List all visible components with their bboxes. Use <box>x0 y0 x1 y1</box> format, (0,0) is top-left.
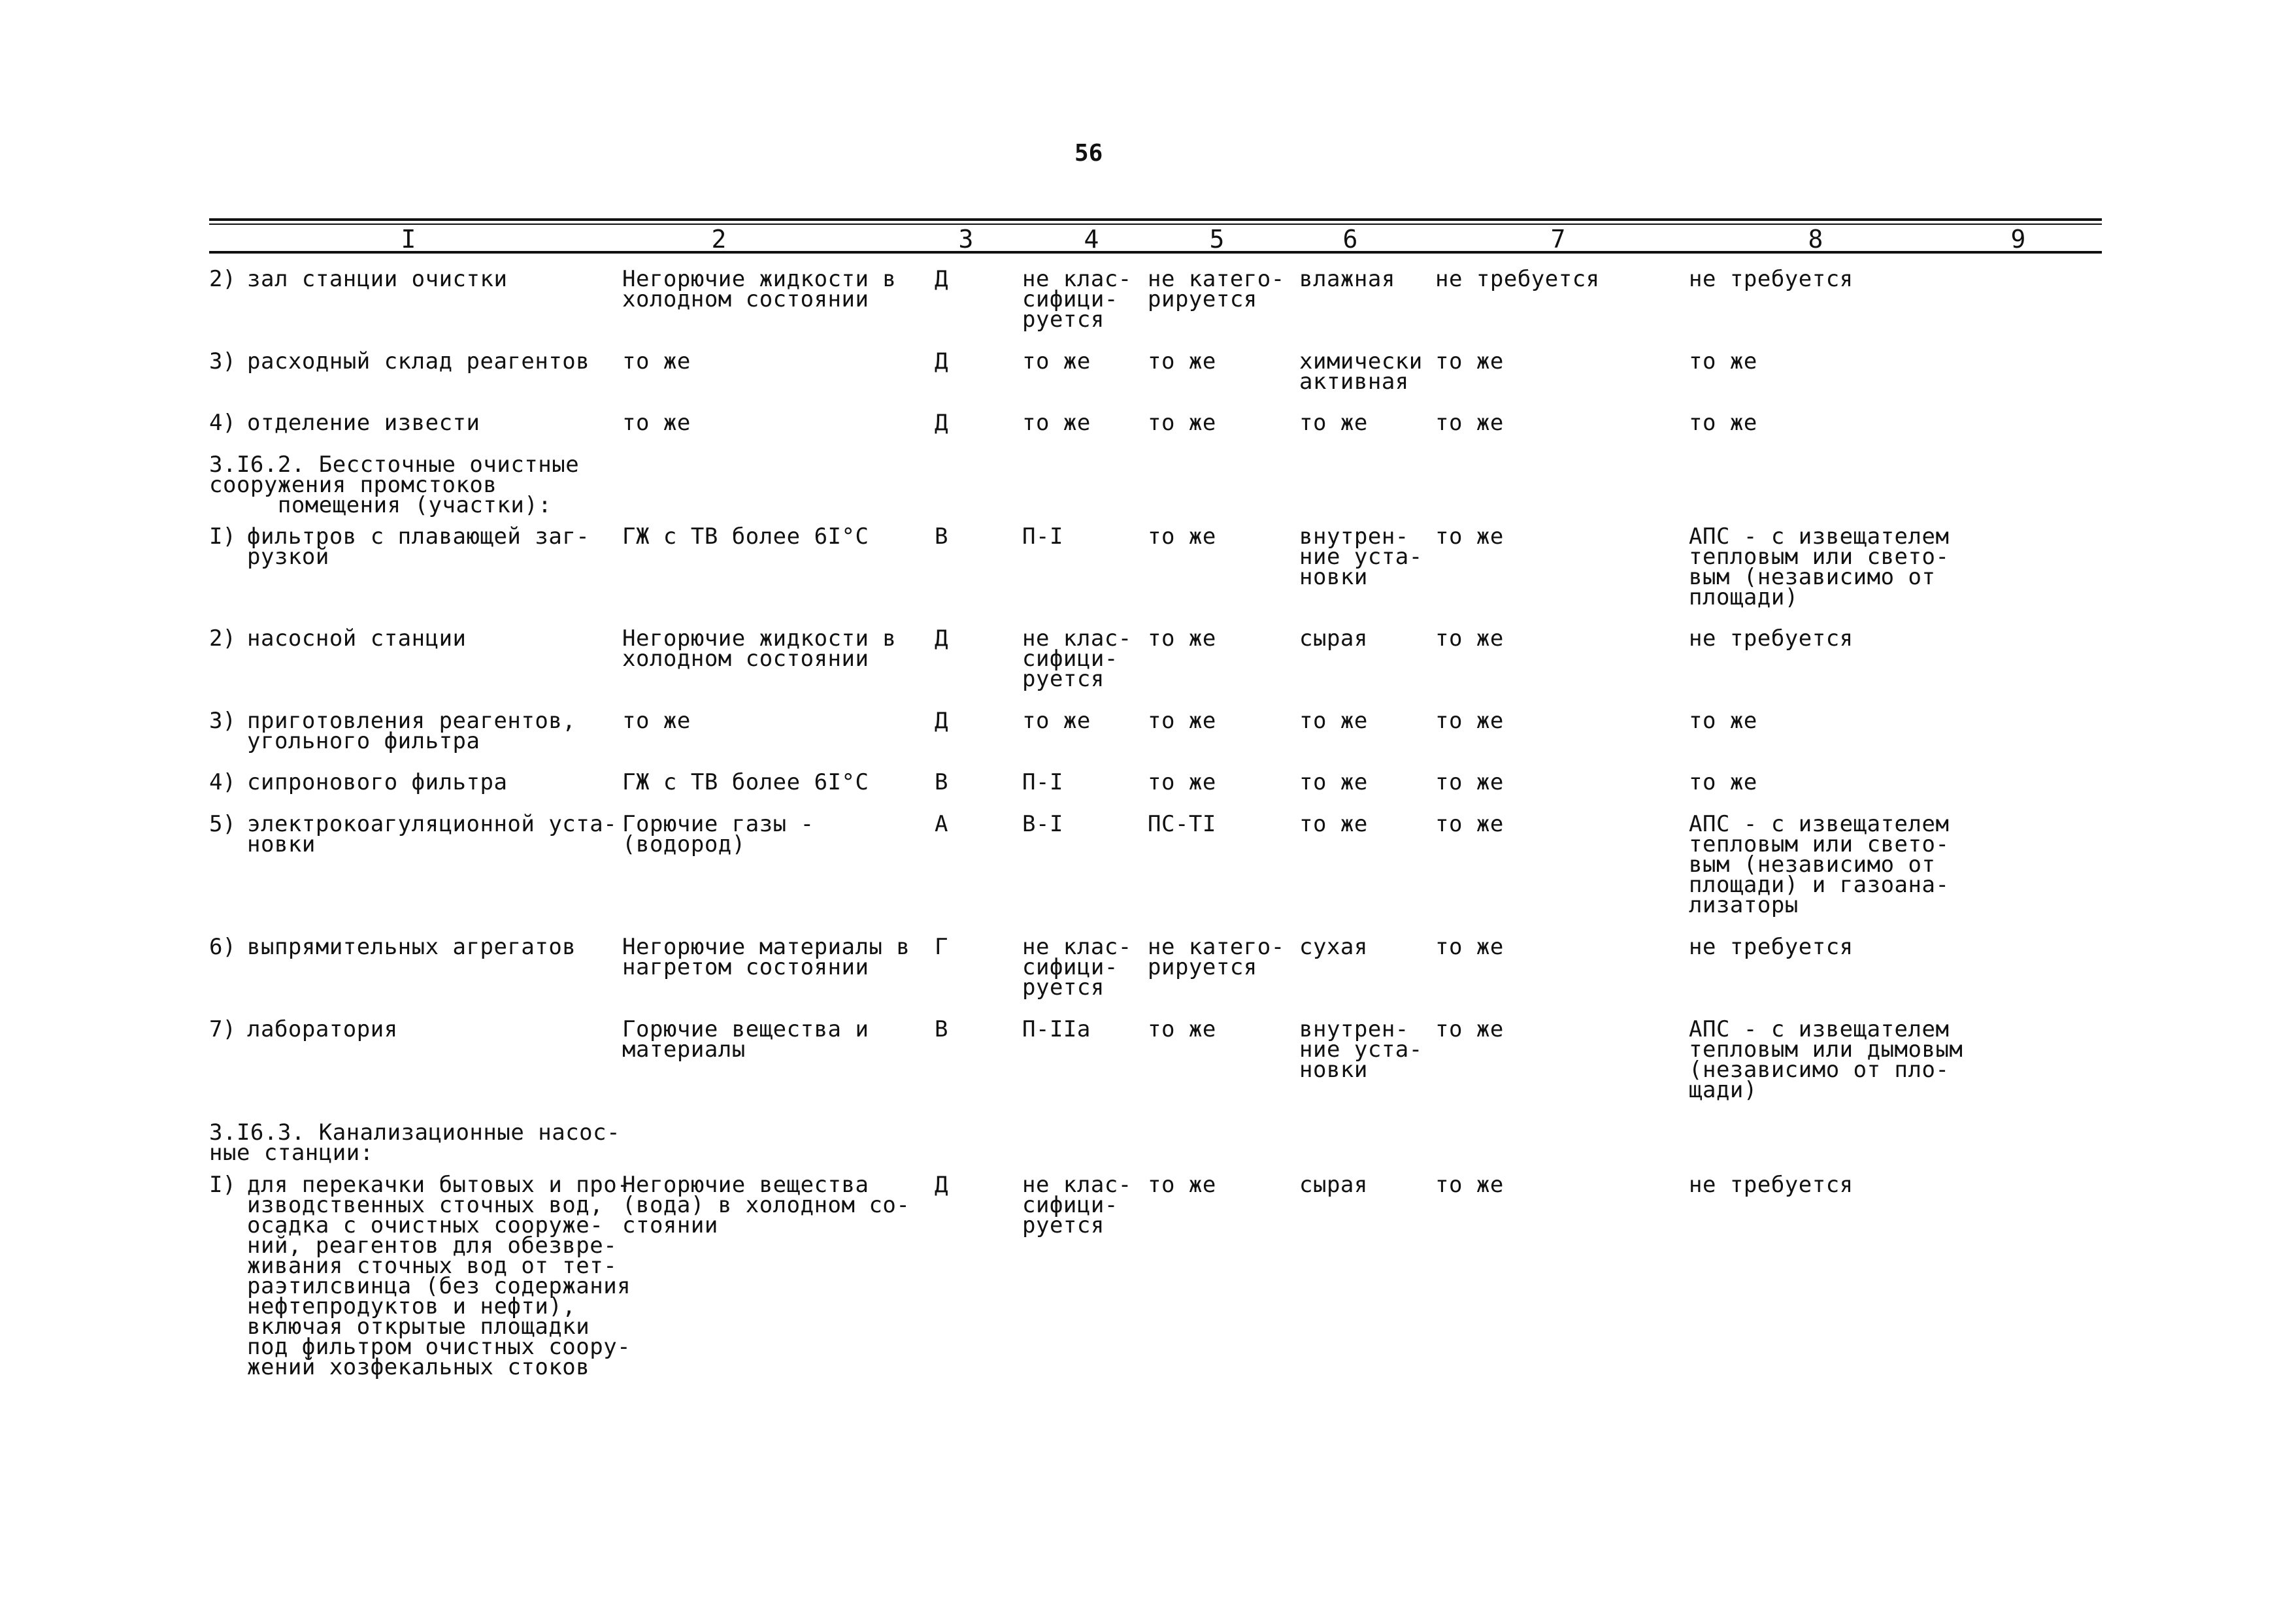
row-alarm: то же <box>1689 348 1757 374</box>
col-header-3: 3 <box>958 225 974 254</box>
row-environment: то же <box>1299 811 1368 837</box>
row-explosion-category: то же <box>1148 769 1216 795</box>
row-environment: сырая <box>1299 1172 1368 1198</box>
row-explosion-category: то же <box>1148 348 1216 374</box>
row-extinguishing: то же <box>1435 1016 1504 1042</box>
row-alarm: АПС - с извещателем тепловым или дымовым (независимо от пло- щади) <box>1689 1016 1963 1103</box>
row-explosion-category: не катего- рируется <box>1148 266 1285 312</box>
row-alarm: не требуется <box>1689 625 1853 652</box>
row-room-name: для перекачки бытовых и про- изводственных сточных вод, осадка с очистных сооруже- ний, реагентов для обезвре- живания сточных вод от тет- раэтилсвинца (без содержания нефтепродуктов и нефти), включая открытые площадки под фильтром очистных соору- жений хозфекальных стоков <box>247 1172 631 1380</box>
row-number: 7) <box>209 1016 236 1042</box>
row-room-name: зал станции очистки <box>247 266 508 292</box>
row-room-name: расходный склад реагентов <box>247 348 590 374</box>
row-number: I) <box>209 1172 236 1198</box>
row-substance: то же <box>622 708 691 734</box>
row-extinguishing: то же <box>1435 769 1504 795</box>
row-room-name: фильтров с плавающей заг- рузкой <box>247 523 590 570</box>
row-alarm: АПС - с извещателем тепловым или свето- вым (независимо от площади) <box>1689 523 1950 610</box>
row-substance: Горючие газы - (водород) <box>622 811 814 857</box>
table-top-rule <box>209 218 2102 221</box>
row-number: 5) <box>209 811 236 837</box>
row-category: Д <box>935 708 948 734</box>
section-heading: 3.I6.3. Канализационные насос- ные станции: <box>209 1119 621 1166</box>
row-explosion-category: то же <box>1148 1172 1216 1198</box>
row-category: Д <box>935 625 948 652</box>
col-header-9: 9 <box>2010 225 2026 254</box>
row-substance: ГЖ с ТВ более 6I°С <box>622 769 869 795</box>
row-category: Д <box>935 1172 948 1198</box>
row-substance: Горючие вещества и материалы <box>622 1016 869 1063</box>
row-pue-class: то же <box>1022 348 1091 374</box>
row-pue-class: В-I <box>1022 811 1063 837</box>
row-extinguishing: то же <box>1435 523 1504 550</box>
row-alarm: АПС - с извещателем тепловым или свето- вым (независимо от площади) и газоана- лизаторы <box>1689 811 1950 918</box>
row-number: 2) <box>209 625 236 652</box>
row-extinguishing: то же <box>1435 811 1504 837</box>
row-pue-class: то же <box>1022 708 1091 734</box>
row-explosion-category: не катего- рируется <box>1148 934 1285 980</box>
row-pue-class: не клас- сифици- руется <box>1022 266 1132 333</box>
row-environment: то же <box>1299 708 1368 734</box>
row-room-name: электрокоагуляционной уста- новки <box>247 811 618 857</box>
row-category: В <box>935 769 948 795</box>
row-extinguishing: то же <box>1435 625 1504 652</box>
row-number: I) <box>209 523 236 550</box>
col-header-2: 2 <box>711 225 727 254</box>
row-substance: Негорючие вещества (вода) в холодном со- стоянии <box>622 1172 910 1238</box>
row-room-name: лаборатория <box>247 1016 398 1042</box>
row-category: Д <box>935 348 948 374</box>
row-pue-class: не клас- сифици- руется <box>1022 934 1132 1001</box>
row-number: 4) <box>209 769 236 795</box>
row-alarm: не требуется <box>1689 1172 1853 1198</box>
row-extinguishing: то же <box>1435 1172 1504 1198</box>
row-extinguishing: то же <box>1435 348 1504 374</box>
row-environment: то же <box>1299 769 1368 795</box>
col-header-6: 6 <box>1342 225 1358 254</box>
row-category: А <box>935 811 948 837</box>
row-environment: внутрен- ние уста- новки <box>1299 523 1423 590</box>
col-header-5: 5 <box>1209 225 1225 254</box>
row-explosion-category: то же <box>1148 410 1216 436</box>
page-number: 56 <box>1074 140 1103 167</box>
row-category: В <box>935 1016 948 1042</box>
row-pue-class: то же <box>1022 410 1091 436</box>
row-pue-class: П-IIа <box>1022 1016 1091 1042</box>
row-alarm: то же <box>1689 410 1757 436</box>
row-category: Д <box>935 266 948 292</box>
col-header-4: 4 <box>1084 225 1099 254</box>
row-explosion-category: то же <box>1148 708 1216 734</box>
row-pue-class: П-I <box>1022 523 1063 550</box>
row-explosion-category: то же <box>1148 625 1216 652</box>
section-heading: 3.I6.2. Бессточные очистные сооружения промстоков помещения (участки): <box>209 452 580 518</box>
col-header-7: 7 <box>1550 225 1566 254</box>
row-explosion-category: то же <box>1148 523 1216 550</box>
row-alarm: не требуется <box>1689 266 1853 292</box>
row-room-name: насосной станции <box>247 625 467 652</box>
row-extinguishing: то же <box>1435 708 1504 734</box>
row-pue-class: не клас- сифици- руется <box>1022 1172 1132 1238</box>
row-environment: внутрен- ние уста- новки <box>1299 1016 1423 1083</box>
row-number: 3) <box>209 708 236 734</box>
row-explosion-category: ПС-TI <box>1148 811 1216 837</box>
row-extinguishing: не требуется <box>1435 266 1600 292</box>
row-category: Д <box>935 410 948 436</box>
row-room-name: выпрямительных агрегатов <box>247 934 576 960</box>
row-substance: Негорючие жидкости в холодном состоянии <box>622 266 897 312</box>
row-explosion-category: то же <box>1148 1016 1216 1042</box>
row-category: В <box>935 523 948 550</box>
row-number: 6) <box>209 934 236 960</box>
row-pue-class: П-I <box>1022 769 1063 795</box>
row-substance: то же <box>622 348 691 374</box>
row-environment: химически активная <box>1299 348 1423 395</box>
row-environment: влажная <box>1299 266 1395 292</box>
row-category: Г <box>935 934 948 960</box>
row-substance: Негорючие жидкости в холодном состоянии <box>622 625 897 672</box>
row-alarm: не требуется <box>1689 934 1853 960</box>
row-environment: сухая <box>1299 934 1368 960</box>
row-alarm: то же <box>1689 708 1757 734</box>
col-header-1: I <box>401 225 416 254</box>
row-alarm: то же <box>1689 769 1757 795</box>
col-header-8: 8 <box>1808 225 1823 254</box>
row-environment: то же <box>1299 410 1368 436</box>
row-number: 4) <box>209 410 236 436</box>
row-number: 3) <box>209 348 236 374</box>
row-room-name: сипронового фильтра <box>247 769 508 795</box>
row-substance: Негорючие материалы в нагретом состоянии <box>622 934 910 980</box>
row-substance: ГЖ с ТВ более 6I°С <box>622 523 869 550</box>
row-environment: сырая <box>1299 625 1368 652</box>
row-substance: то же <box>622 410 691 436</box>
row-extinguishing: то же <box>1435 934 1504 960</box>
row-extinguishing: то же <box>1435 410 1504 436</box>
row-pue-class: не клас- сифици- руется <box>1022 625 1132 692</box>
row-number: 2) <box>209 266 236 292</box>
row-room-name: отделение извести <box>247 410 480 436</box>
row-room-name: приготовления реагентов, угольного фильтра <box>247 708 576 754</box>
